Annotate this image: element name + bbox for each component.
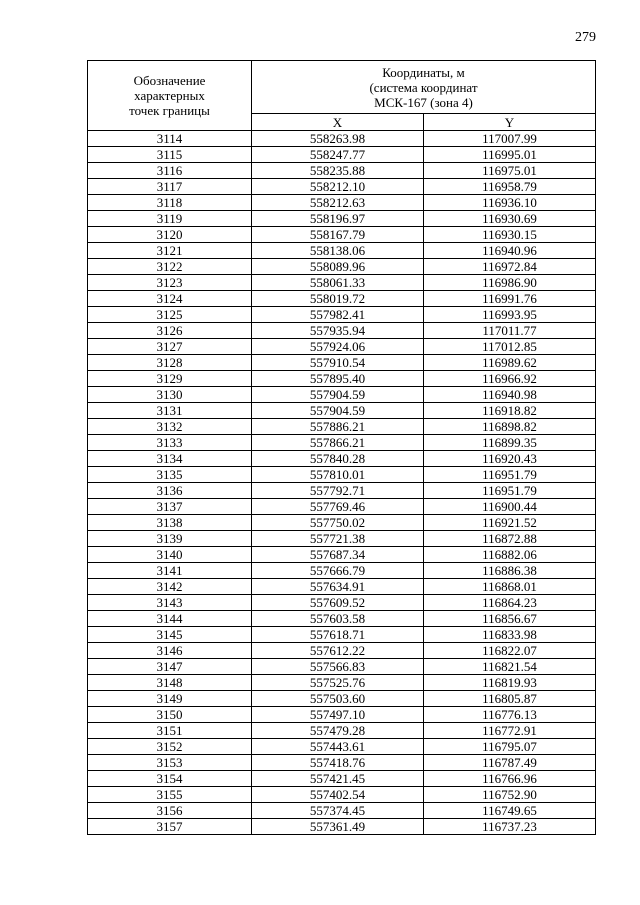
point-id-cell: 3154: [88, 771, 252, 787]
point-id-cell: 3135: [88, 467, 252, 483]
point-id-cell: 3152: [88, 739, 252, 755]
y-coordinate-cell: 116872.88: [424, 531, 596, 547]
y-coordinate-cell: 116787.49: [424, 755, 596, 771]
point-id-cell: 3139: [88, 531, 252, 547]
y-coordinate-cell: 116966.92: [424, 371, 596, 387]
point-id-cell: 3127: [88, 339, 252, 355]
point-id-cell: 3119: [88, 211, 252, 227]
x-coordinate-cell: 557886.21: [252, 419, 424, 435]
x-coordinate-cell: 558235.88: [252, 163, 424, 179]
table-header: [88, 61, 596, 131]
point-id-cell: 3151: [88, 723, 252, 739]
x-coordinate-cell: 557792.71: [252, 483, 424, 499]
y-coordinate-cell: 116856.67: [424, 611, 596, 627]
x-coordinate-cell: 557666.79: [252, 563, 424, 579]
y-coordinate-cell: 116930.15: [424, 227, 596, 243]
point-id-cell: 3131: [88, 403, 252, 419]
x-coordinate-cell: 557402.54: [252, 787, 424, 803]
table-row: [88, 259, 596, 275]
y-coordinate-cell: 116805.87: [424, 691, 596, 707]
y-column-header: Y: [424, 114, 596, 131]
point-id-cell: 3117: [88, 179, 252, 195]
y-coordinate-cell: 116930.69: [424, 211, 596, 227]
y-coordinate-cell: 116951.79: [424, 467, 596, 483]
table-row: [88, 515, 596, 531]
table-row: [88, 483, 596, 499]
x-coordinate-cell: 557634.91: [252, 579, 424, 595]
table-row: [88, 419, 596, 435]
point-id-cell: 3126: [88, 323, 252, 339]
x-coordinate-cell: 557721.38: [252, 531, 424, 547]
point-id-cell: 3138: [88, 515, 252, 531]
x-coordinate-cell: 557935.94: [252, 323, 424, 339]
y-coordinate-cell: 117011.77: [424, 323, 596, 339]
table-row: [88, 611, 596, 627]
x-coordinate-cell: 557603.58: [252, 611, 424, 627]
x-coordinate-cell: 557566.83: [252, 659, 424, 675]
y-coordinate-cell: 116886.38: [424, 563, 596, 579]
y-coordinate-cell: 116772.91: [424, 723, 596, 739]
table-body: [88, 131, 596, 835]
point-id-cell: 3156: [88, 803, 252, 819]
x-coordinate-cell: 557418.76: [252, 755, 424, 771]
table-row: [88, 771, 596, 787]
table-row: [88, 435, 596, 451]
y-coordinate-cell: 116940.96: [424, 243, 596, 259]
point-id-cell: 3144: [88, 611, 252, 627]
point-id-cell: 3142: [88, 579, 252, 595]
x-coordinate-cell: 557443.61: [252, 739, 424, 755]
point-id-cell: 3115: [88, 147, 252, 163]
table-row: [88, 707, 596, 723]
point-id-cell: 3122: [88, 259, 252, 275]
y-coordinate-cell: 116868.01: [424, 579, 596, 595]
table-row: [88, 627, 596, 643]
point-id-cell: 3120: [88, 227, 252, 243]
point-id-cell: 3124: [88, 291, 252, 307]
y-coordinate-cell: 116993.95: [424, 307, 596, 323]
x-coordinate-cell: 557904.59: [252, 403, 424, 419]
table-row: [88, 595, 596, 611]
table-row: [88, 179, 596, 195]
x-coordinate-cell: 557750.02: [252, 515, 424, 531]
point-id-cell: 3146: [88, 643, 252, 659]
table-row: [88, 547, 596, 563]
x-coordinate-cell: 557612.22: [252, 643, 424, 659]
x-coordinate-cell: 557525.76: [252, 675, 424, 691]
table-row: [88, 195, 596, 211]
table-row: [88, 451, 596, 467]
table-row: [88, 643, 596, 659]
y-coordinate-cell: 116819.93: [424, 675, 596, 691]
table-row: [88, 131, 596, 147]
table-row: [88, 291, 596, 307]
x-coordinate-cell: 557421.45: [252, 771, 424, 787]
coords-header-line: Координаты, м: [382, 64, 465, 80]
point-id-cell: 3133: [88, 435, 252, 451]
point-id-cell: 3150: [88, 707, 252, 723]
page-number: 279: [575, 30, 596, 45]
table-row: [88, 403, 596, 419]
x-coordinate-cell: 558212.10: [252, 179, 424, 195]
point-id-cell: 3129: [88, 371, 252, 387]
table-row: [88, 499, 596, 515]
x-coordinate-cell: 558263.98: [252, 131, 424, 147]
point-id-cell: 3140: [88, 547, 252, 563]
point-id-cell: 3123: [88, 275, 252, 291]
point-id-cell: 3157: [88, 819, 252, 835]
y-coordinate-cell: 116821.54: [424, 659, 596, 675]
y-coordinate-cell: 116776.13: [424, 707, 596, 723]
y-coordinate-cell: 116900.44: [424, 499, 596, 515]
y-coordinate-cell: 116986.90: [424, 275, 596, 291]
point-id-cell: 3149: [88, 691, 252, 707]
table-row: [88, 723, 596, 739]
table-row: [88, 579, 596, 595]
coordinates-header: [252, 61, 596, 114]
y-coordinate-cell: 116752.90: [424, 787, 596, 803]
point-id-cell: 3137: [88, 499, 252, 515]
coords-header-line: (система координат: [369, 79, 478, 95]
table-row: [88, 467, 596, 483]
y-coordinate-cell: 117007.99: [424, 131, 596, 147]
x-coordinate-cell: 558019.72: [252, 291, 424, 307]
y-coordinate-cell: 116958.79: [424, 179, 596, 195]
x-coordinate-cell: 558247.77: [252, 147, 424, 163]
point-id-cell: 3155: [88, 787, 252, 803]
point-id-cell: 3134: [88, 451, 252, 467]
x-coordinate-cell: 557687.34: [252, 547, 424, 563]
point-id-cell: 3121: [88, 243, 252, 259]
x-coordinate-cell: 557810.01: [252, 467, 424, 483]
point-id-cell: 3143: [88, 595, 252, 611]
table-row: [88, 147, 596, 163]
x-column-header: X: [252, 114, 424, 131]
y-coordinate-cell: 116920.43: [424, 451, 596, 467]
x-coordinate-cell: 557904.59: [252, 387, 424, 403]
point-header-line: характерных: [134, 88, 205, 103]
point-id-cell: 3136: [88, 483, 252, 499]
table-row: [88, 787, 596, 803]
x-coordinate-cell: 558089.96: [252, 259, 424, 275]
y-coordinate-cell: 116864.23: [424, 595, 596, 611]
x-coordinate-cell: 558196.97: [252, 211, 424, 227]
y-coordinate-cell: 116795.07: [424, 739, 596, 755]
x-coordinate-cell: 557479.28: [252, 723, 424, 739]
point-id-cell: 3153: [88, 755, 252, 771]
table-row: [88, 163, 596, 179]
table-row: [88, 307, 596, 323]
table-row: [88, 387, 596, 403]
point-id-cell: 3147: [88, 659, 252, 675]
table-row: [88, 675, 596, 691]
x-coordinate-cell: 558167.79: [252, 227, 424, 243]
table-row: [88, 531, 596, 547]
y-coordinate-cell: 116940.98: [424, 387, 596, 403]
y-coordinate-cell: 116951.79: [424, 483, 596, 499]
y-coordinate-cell: 116936.10: [424, 195, 596, 211]
x-coordinate-cell: 557982.41: [252, 307, 424, 323]
x-coordinate-cell: 557361.49: [252, 819, 424, 835]
x-coordinate-cell: 557840.28: [252, 451, 424, 467]
table-row: [88, 275, 596, 291]
table-row: [88, 803, 596, 819]
point-header-line: точек границы: [129, 103, 210, 118]
y-coordinate-cell: 116833.98: [424, 627, 596, 643]
table-row: [88, 659, 596, 675]
table-row: [88, 355, 596, 371]
table-row: [88, 227, 596, 243]
table-row: [88, 691, 596, 707]
y-coordinate-cell: 116991.76: [424, 291, 596, 307]
x-coordinate-cell: 557769.46: [252, 499, 424, 515]
point-id-cell: 3118: [88, 195, 252, 211]
table-row: [88, 819, 596, 835]
x-coordinate-cell: 557924.06: [252, 339, 424, 355]
x-coordinate-cell: 558212.63: [252, 195, 424, 211]
y-coordinate-cell: 116898.82: [424, 419, 596, 435]
point-id-cell: 3145: [88, 627, 252, 643]
point-id-cell: 3148: [88, 675, 252, 691]
y-coordinate-cell: 116972.84: [424, 259, 596, 275]
coords-header-line: МСК-167 (зона 4): [374, 94, 473, 110]
y-coordinate-cell: 116921.52: [424, 515, 596, 531]
point-id-cell: 3141: [88, 563, 252, 579]
x-coordinate-cell: 557618.71: [252, 627, 424, 643]
y-coordinate-cell: 116766.96: [424, 771, 596, 787]
table-row: [88, 371, 596, 387]
point-id-cell: 3132: [88, 419, 252, 435]
x-coordinate-cell: 557910.54: [252, 355, 424, 371]
x-coordinate-cell: 558138.06: [252, 243, 424, 259]
y-coordinate-cell: 116899.35: [424, 435, 596, 451]
point-id-cell: 3116: [88, 163, 252, 179]
y-coordinate-cell: 116822.07: [424, 643, 596, 659]
x-coordinate-cell: 557497.10: [252, 707, 424, 723]
y-coordinate-cell: 117012.85: [424, 339, 596, 355]
point-id-cell: 3130: [88, 387, 252, 403]
point-header-line: Обозначение: [133, 73, 206, 88]
point-id-cell: 3128: [88, 355, 252, 371]
y-coordinate-cell: 116749.65: [424, 803, 596, 819]
y-coordinate-cell: 116737.23: [424, 819, 596, 835]
x-coordinate-cell: 558061.33: [252, 275, 424, 291]
table-row: [88, 243, 596, 259]
y-coordinate-cell: 116995.01: [424, 147, 596, 163]
x-coordinate-cell: 557895.40: [252, 371, 424, 387]
point-id-cell: 3114: [88, 131, 252, 147]
table-row: [88, 211, 596, 227]
point-designation-header: [88, 61, 252, 131]
table-row: [88, 755, 596, 771]
coordinates-table: [87, 60, 596, 835]
y-coordinate-cell: 116882.06: [424, 547, 596, 563]
x-coordinate-cell: 557374.45: [252, 803, 424, 819]
y-coordinate-cell: 116918.82: [424, 403, 596, 419]
table-row: [88, 339, 596, 355]
y-coordinate-cell: 116975.01: [424, 163, 596, 179]
table-row: [88, 739, 596, 755]
y-coordinate-cell: 116989.62: [424, 355, 596, 371]
x-coordinate-cell: 557503.60: [252, 691, 424, 707]
table-row: [88, 323, 596, 339]
x-coordinate-cell: 557609.52: [252, 595, 424, 611]
x-coordinate-cell: 557866.21: [252, 435, 424, 451]
table-row: [88, 563, 596, 579]
point-id-cell: 3125: [88, 307, 252, 323]
